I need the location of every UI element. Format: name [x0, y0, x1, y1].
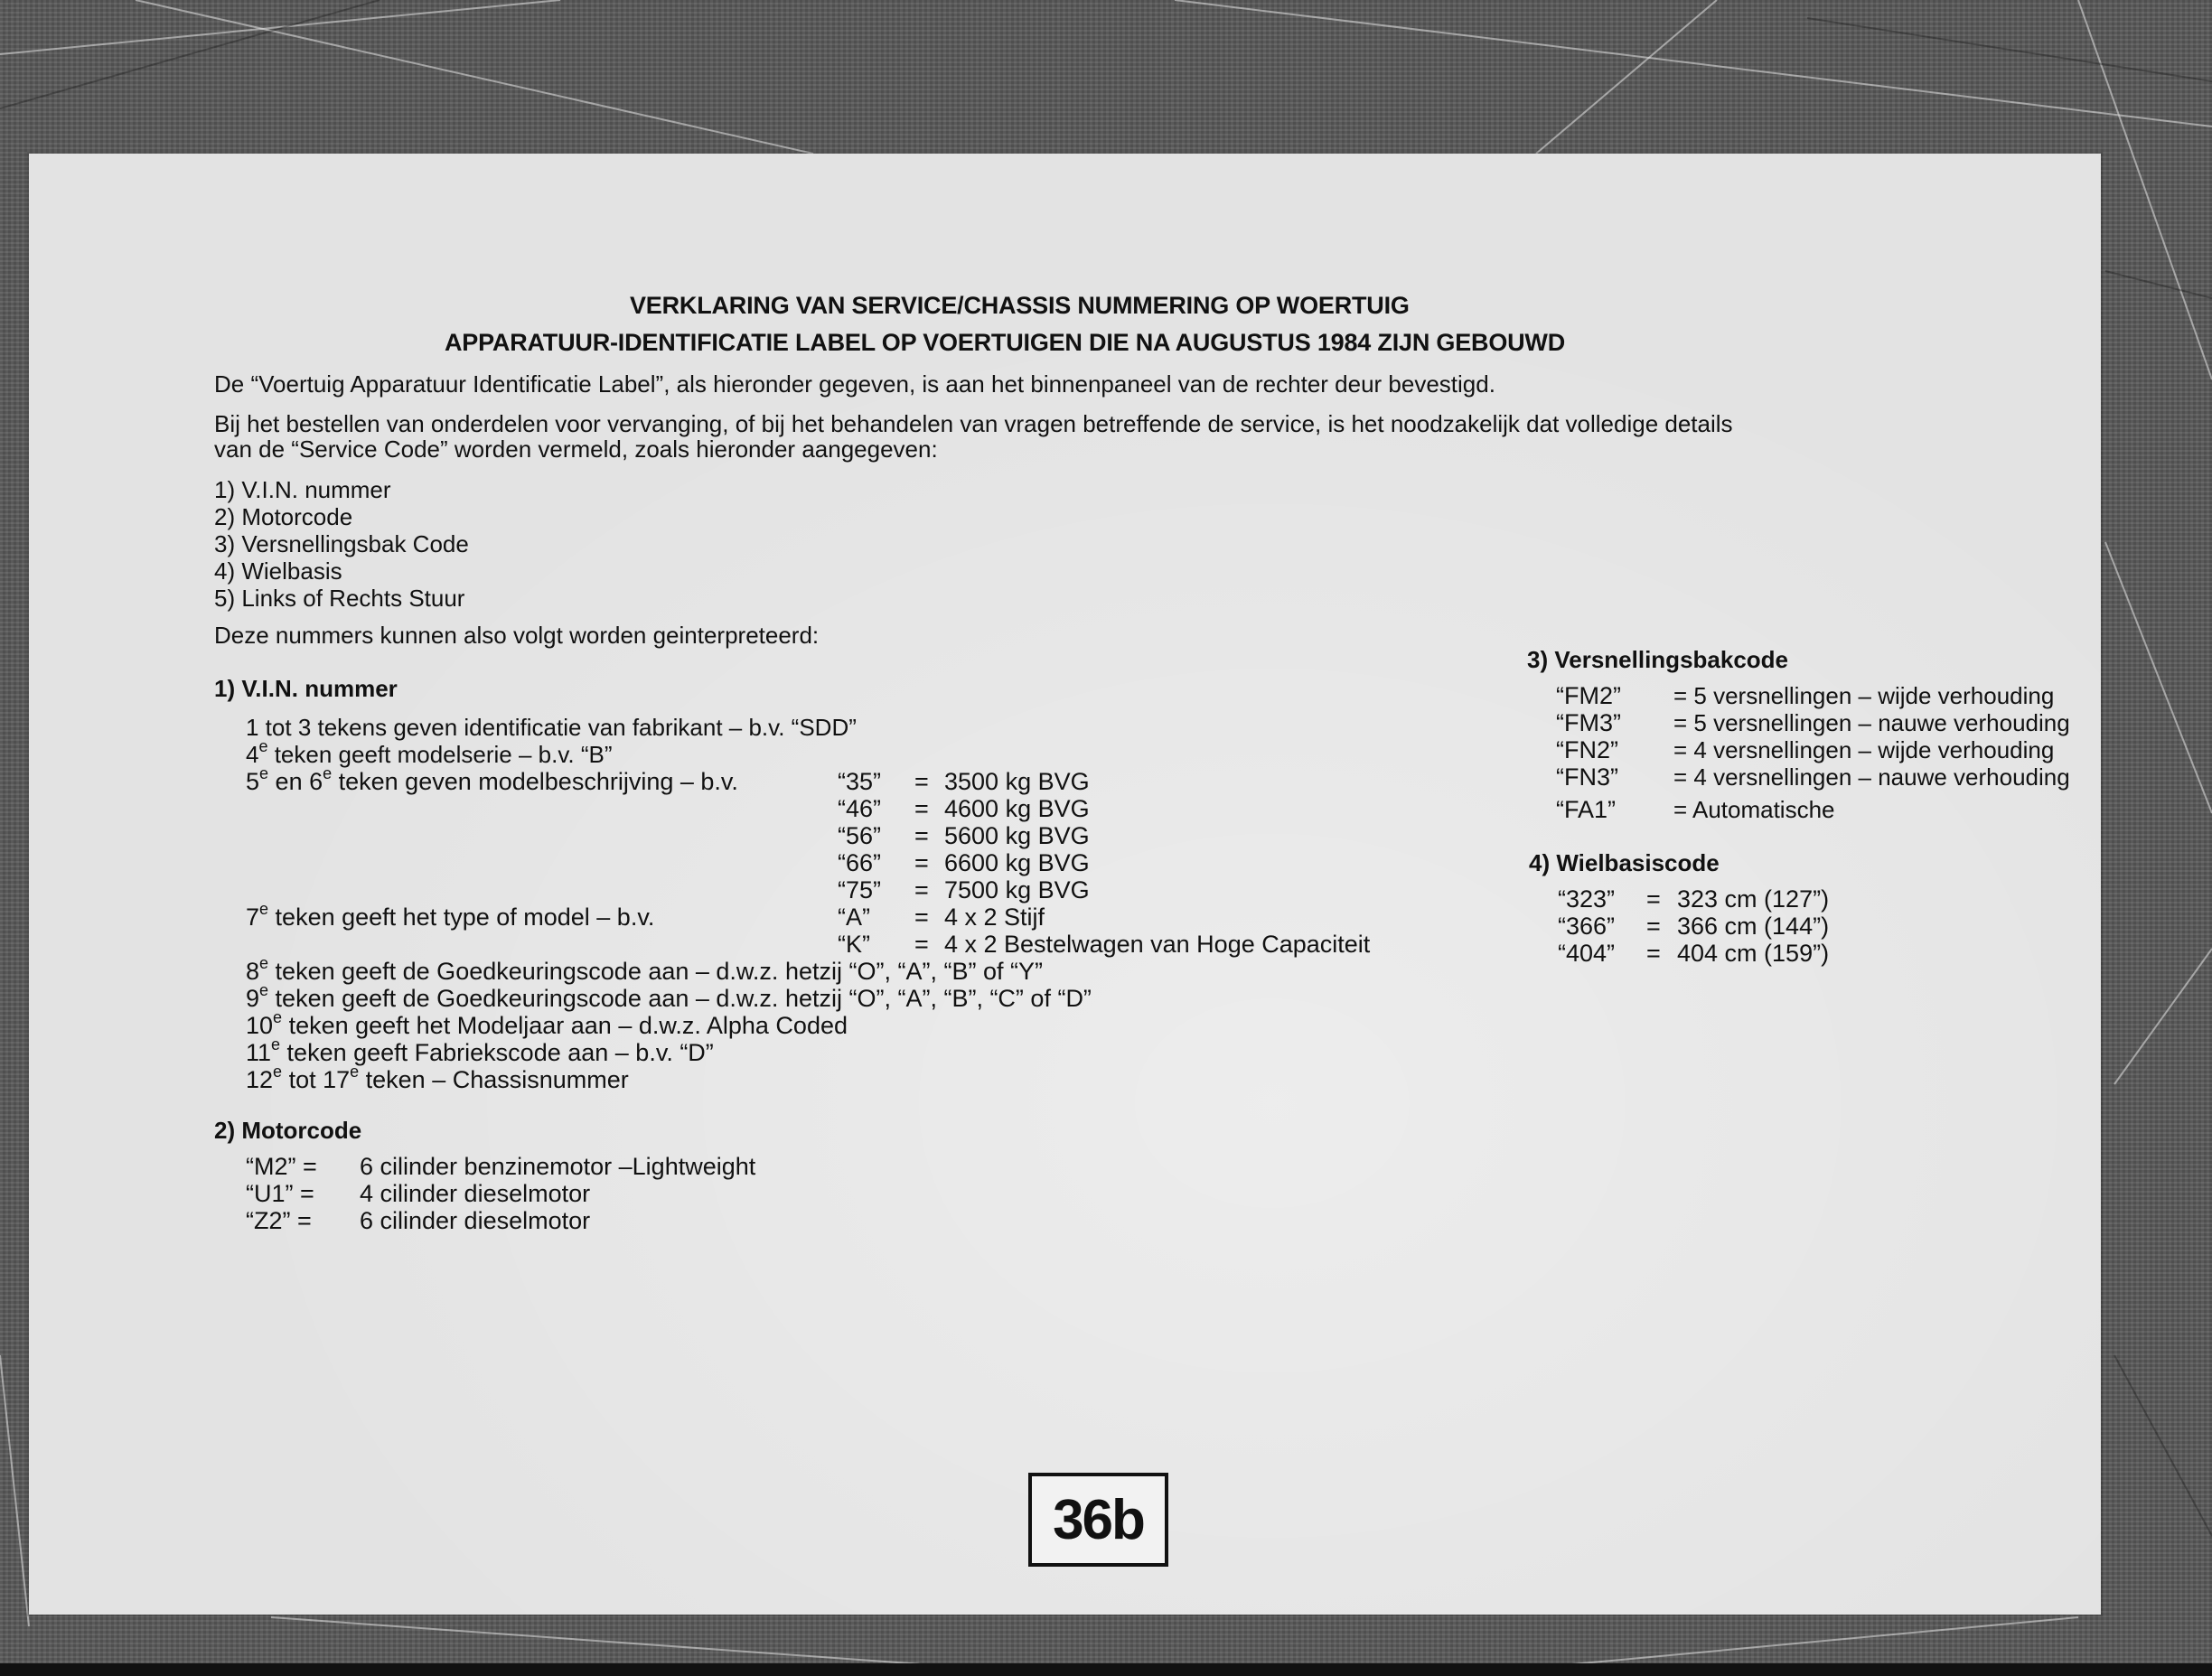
type-code: “K” [838, 931, 870, 958]
vin-row-9: 9e teken geeft de Goedkeuringscode aan – d.w.z. hetzij “O”, “A”, “B”, “C” of “D” [246, 981, 1092, 1012]
motor-heading: 2) Motorcode [214, 1117, 362, 1144]
motor-desc-column [360, 1153, 755, 1234]
type-codes-column [838, 904, 870, 958]
vin-row-8: 8e teken geeft de Goedkeuringscode aan – d.w.z. hetzij “O”, “A”, “B” of “Y” [246, 954, 1043, 985]
gearbox-desc: = Automatische [1673, 796, 1835, 823]
service-code-list [214, 476, 469, 612]
interpret-note: Deze nummers kunnen also volgt worden geinterpreteerd: [214, 622, 820, 649]
wheelbase-code: “404” [1558, 940, 1616, 967]
gearbox-desc: = 5 versnellingen – wijde verhouding [1673, 682, 2055, 709]
wheelbase-codes-column [1558, 885, 1615, 967]
model-eq-column: = = = = = [914, 768, 929, 904]
model-desc: 7500 kg BVG [944, 876, 1090, 904]
vin-row-7: 7e teken geeft het type of model – b.v. [246, 900, 655, 931]
vin-row-1-3: 1 tot 3 tekens geven identificatie van fabrikant – b.v. “SDD” [246, 714, 857, 741]
bottom-edge [0, 1663, 2212, 1676]
model-desc: 5600 kg BVG [944, 822, 1090, 849]
list-item: 1) V.I.N. nummer [214, 476, 391, 503]
wheelbase-desc-column [1677, 885, 1829, 967]
title-line-2: APPARATUUR-IDENTIFICATIE LABEL OP VOERTUIGEN DIE NA AUGUSTUS 1984 ZIJN GEBOUWD [445, 329, 1566, 356]
model-desc-column [944, 768, 1090, 904]
model-code: “46” [838, 795, 882, 822]
gearbox-code: “FA1” [1556, 796, 1617, 823]
type-eq-column: = = [914, 904, 929, 958]
motor-code: “U1” = [246, 1180, 314, 1207]
document-sheet [29, 154, 2101, 1615]
gearbox-desc: = 5 versnellingen – nauwe verhouding [1673, 709, 2070, 736]
intro-paragraph-1: De “Voertuig Apparatuur Identificatie Label”, als hieronder gegeven, is aan het binnenpaneel van de rechter deur bevestigd. [214, 370, 1495, 398]
wheelbase-code: “323” [1558, 885, 1616, 913]
vin-row-11: 11e teken geeft Fabriekscode aan – b.v. “D” [246, 1035, 714, 1066]
model-desc: 3500 kg BVG [944, 768, 1090, 795]
type-code: “A” [838, 904, 870, 931]
vin-heading: 1) V.I.N. nummer [214, 675, 398, 702]
type-desc: 4 x 2 Bestelwagen van Hoge Capaciteit [944, 931, 1371, 958]
list-item: 3) Versnellingsbak Code [214, 530, 469, 557]
wheelbase-heading: 4) Wielbasiscode [1529, 849, 1720, 876]
gearbox-desc-column [1673, 682, 2070, 823]
model-codes-column [838, 768, 881, 904]
gearbox-desc: = 4 versnellingen – wijde verhouding [1673, 736, 2055, 763]
vin-row-5-6: 5e en 6e teken geven modelbeschrijving – b.v. [246, 764, 738, 795]
gearbox-code: “FM2” [1556, 682, 1621, 709]
motor-code: “Z2” = [246, 1207, 312, 1234]
wheelbase-code: “366” [1558, 913, 1616, 940]
gearbox-codes-column [1556, 682, 1621, 823]
gearbox-desc: = 4 versnellingen – nauwe verhouding [1673, 763, 2070, 791]
model-code: “75” [838, 876, 882, 904]
motor-code: “M2” = [246, 1153, 317, 1180]
intro-paragraph-2a: Bij het bestellen van onderdelen voor vervanging, of bij het behandelen van vragen betreffende de service, is het noodzakelijk dat volledige details [214, 410, 1733, 437]
list-item: 2) Motorcode [214, 503, 353, 530]
motor-desc: 6 cilinder dieselmotor [360, 1207, 591, 1234]
gearbox-code: “FM3” [1556, 709, 1621, 736]
wheelbase-desc: 404 cm (159”) [1677, 940, 1830, 967]
gearbox-code: “FN3” [1556, 763, 1618, 791]
intro-paragraph-2b: van de “Service Code” worden vermeld, zoals hieronder aangegeven: [214, 435, 938, 463]
model-code: “35” [838, 768, 882, 795]
title-line-1: VERKLARING VAN SERVICE/CHASSIS NUMMERING OP WOERTUIG [630, 292, 1410, 319]
motor-desc: 4 cilinder dieselmotor [360, 1180, 591, 1207]
model-desc: 4600 kg BVG [944, 795, 1090, 822]
vin-row-10: 10e teken geeft het Modeljaar aan – d.w.z. Alpha Coded [246, 1008, 848, 1039]
motor-codes-column [246, 1153, 317, 1234]
wheelbase-desc: 366 cm (144”) [1677, 913, 1830, 940]
type-desc-column [944, 904, 1370, 958]
wheelbase-desc: 323 cm (127”) [1677, 885, 1830, 913]
type-desc: 4 x 2 Stijf [944, 904, 1045, 931]
gearbox-heading: 3) Versnellingsbakcode [1527, 646, 1789, 673]
vin-row-12-17: 12e tot 17e teken – Chassisnummer [246, 1063, 629, 1093]
model-code: “56” [838, 822, 882, 849]
list-item: 5) Links of Rechts Stuur [214, 585, 465, 612]
model-code: “66” [838, 849, 882, 876]
motor-desc: 6 cilinder benzinemotor –Lightweight [360, 1153, 756, 1180]
wheelbase-eq-column: = = = [1646, 885, 1661, 967]
vin-row-4: 4e teken geeft modelserie – b.v. “B” [246, 737, 613, 768]
gearbox-code: “FN2” [1556, 736, 1618, 763]
page-number-badge: 36b [1028, 1473, 1168, 1567]
list-item: 4) Wielbasis [214, 557, 342, 585]
model-desc: 6600 kg BVG [944, 849, 1090, 876]
